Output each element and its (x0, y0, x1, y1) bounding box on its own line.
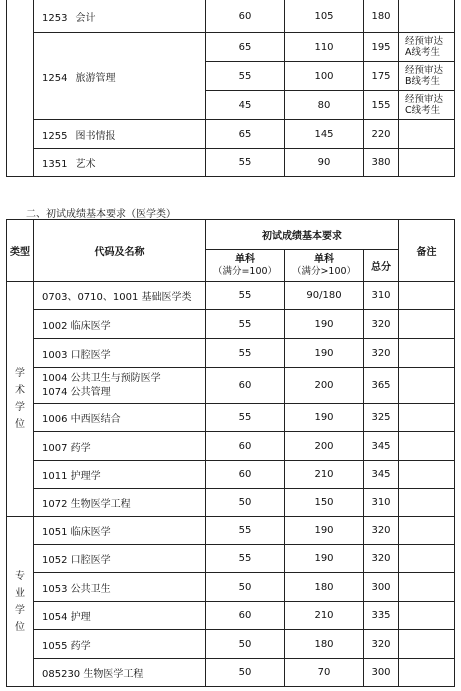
single-score-over100: 105 (285, 0, 364, 33)
header-requirement: 初试成绩基本要求 (206, 220, 399, 250)
code-name-cell: 1052 口腔医学 (34, 545, 206, 573)
note-cell (399, 310, 455, 339)
table-row (7, 0, 455, 33)
table-row (7, 149, 455, 177)
category-cell (7, 0, 34, 177)
note-cell (399, 339, 455, 368)
code-name-cell: 1072 生物医学工程 (34, 489, 206, 517)
table-row (7, 517, 455, 545)
note-cell (399, 368, 455, 404)
total-score: 380 (364, 149, 399, 177)
note-cell (399, 517, 455, 545)
code-name-cell: 1055 药学 (34, 630, 206, 659)
total-score: 365 (364, 368, 399, 404)
single-score-over100: 90/180 (285, 282, 364, 310)
code-name-cell: 1051 临床医学 (34, 517, 206, 545)
single-score-over100: 190 (285, 545, 364, 573)
single-score-100: 50 (206, 630, 285, 659)
single-score-100: 50 (206, 659, 285, 687)
academic-degree-label: 学 术 学 位 (7, 282, 34, 517)
note-cell (399, 432, 455, 461)
header-single-over100: 单科 （满分>100） (285, 250, 364, 282)
single-score-100: 60 (206, 461, 285, 489)
total-score: 300 (364, 659, 399, 687)
single-score-100: 55 (206, 62, 285, 91)
single-score-over100: 110 (285, 33, 364, 62)
table-row (7, 659, 455, 687)
single-score-over100: 200 (285, 368, 364, 404)
code-name-cell: 1002 临床医学 (34, 310, 206, 339)
single-score-100: 55 (206, 517, 285, 545)
table-row (7, 432, 455, 461)
code-name-cell: 1054 护理 (34, 602, 206, 630)
note-cell (399, 120, 455, 149)
code-name-cell: 1011 护理学 (34, 461, 206, 489)
single-score-100: 60 (206, 432, 285, 461)
total-score: 335 (364, 602, 399, 630)
table-row (7, 368, 455, 404)
single-score-100: 45 (206, 91, 285, 120)
single-score-over100: 200 (285, 432, 364, 461)
total-score: 320 (364, 630, 399, 659)
note-cell (399, 404, 455, 432)
code-name-cell: 1255 图书情报 (34, 120, 206, 149)
table-row (7, 630, 455, 659)
single-score-100: 60 (206, 602, 285, 630)
single-score-100: 55 (206, 339, 285, 368)
single-score-100: 55 (206, 149, 285, 177)
single-score-100: 55 (206, 310, 285, 339)
single-score-100: 50 (206, 489, 285, 517)
table-row (7, 602, 455, 630)
medical-score-table (6, 219, 455, 687)
single-score-over100: 150 (285, 489, 364, 517)
code-name-cell: 1351 艺术 (34, 149, 206, 177)
total-score: 310 (364, 282, 399, 310)
note-cell: 经预审达 B线考生 (399, 62, 455, 91)
total-score: 320 (364, 339, 399, 368)
table-row (7, 120, 455, 149)
single-score-over100: 190 (285, 404, 364, 432)
code-name-cell: 1254 旅游管理 (34, 33, 206, 120)
code-name-cell: 1006 中西医结合 (34, 404, 206, 432)
single-score-over100: 70 (285, 659, 364, 687)
single-score-over100: 90 (285, 149, 364, 177)
score-table-continued (6, 0, 455, 177)
table-row (7, 545, 455, 573)
note-cell (399, 545, 455, 573)
code-name-cell: 1004 公共卫生与预防医学 1074 公共管理 (34, 368, 206, 404)
single-score-over100: 210 (285, 602, 364, 630)
single-score-100: 60 (206, 368, 285, 404)
single-score-100: 60 (206, 0, 285, 33)
total-score: 345 (364, 461, 399, 489)
header-single-100: 单科 （满分=100） (206, 250, 285, 282)
code-name-cell: 1253 会计 (34, 0, 206, 33)
table-row (7, 404, 455, 432)
header-category: 类型 (7, 220, 34, 282)
single-score-over100: 190 (285, 517, 364, 545)
single-score-100: 65 (206, 33, 285, 62)
total-score: 325 (364, 404, 399, 432)
header-note: 备注 (399, 220, 455, 282)
table-row (7, 33, 455, 62)
single-score-over100: 190 (285, 310, 364, 339)
table-row (7, 310, 455, 339)
single-score-over100: 210 (285, 461, 364, 489)
note-cell (399, 149, 455, 177)
note-cell: 经预审达 C线考生 (399, 91, 455, 120)
code-name-cell: 1053 公共卫生 (34, 573, 206, 602)
note-cell (399, 659, 455, 687)
single-score-100: 55 (206, 404, 285, 432)
total-score: 320 (364, 517, 399, 545)
table-row (7, 339, 455, 368)
total-score: 320 (364, 545, 399, 573)
total-score: 310 (364, 489, 399, 517)
single-score-100: 55 (206, 282, 285, 310)
total-score: 195 (364, 33, 399, 62)
single-score-over100: 145 (285, 120, 364, 149)
note-cell (399, 461, 455, 489)
note-cell (399, 0, 455, 33)
header-code-name: 代码及名称 (34, 220, 206, 282)
table-row (7, 573, 455, 602)
single-score-over100: 190 (285, 339, 364, 368)
single-score-over100: 100 (285, 62, 364, 91)
total-score: 155 (364, 91, 399, 120)
single-score-100: 55 (206, 545, 285, 573)
note-cell (399, 573, 455, 602)
code-name-cell: 1003 口腔医学 (34, 339, 206, 368)
note-cell (399, 282, 455, 310)
total-score: 180 (364, 0, 399, 33)
note-cell (399, 630, 455, 659)
single-score-100: 65 (206, 120, 285, 149)
section-title: 二、初试成绩基本要求（医学类） (26, 209, 176, 220)
header-total: 总分 (364, 250, 399, 282)
table-row (7, 282, 455, 310)
total-score: 175 (364, 62, 399, 91)
code-name-cell: 085230 生物医学工程 (34, 659, 206, 687)
single-score-100: 50 (206, 573, 285, 602)
note-cell (399, 602, 455, 630)
table-row (7, 489, 455, 517)
single-score-over100: 180 (285, 630, 364, 659)
total-score: 345 (364, 432, 399, 461)
note-cell (399, 489, 455, 517)
code-name-cell: 0703、0710、1001 基础医学类 (34, 282, 206, 310)
header-row (7, 220, 455, 250)
table-row (7, 461, 455, 489)
total-score: 320 (364, 310, 399, 339)
code-name-cell: 1007 药学 (34, 432, 206, 461)
single-score-over100: 180 (285, 573, 364, 602)
note-cell: 经预审达 A线考生 (399, 33, 455, 62)
total-score: 220 (364, 120, 399, 149)
single-score-over100: 80 (285, 91, 364, 120)
professional-degree-label: 专 业 学 位 (7, 517, 34, 687)
total-score: 300 (364, 573, 399, 602)
